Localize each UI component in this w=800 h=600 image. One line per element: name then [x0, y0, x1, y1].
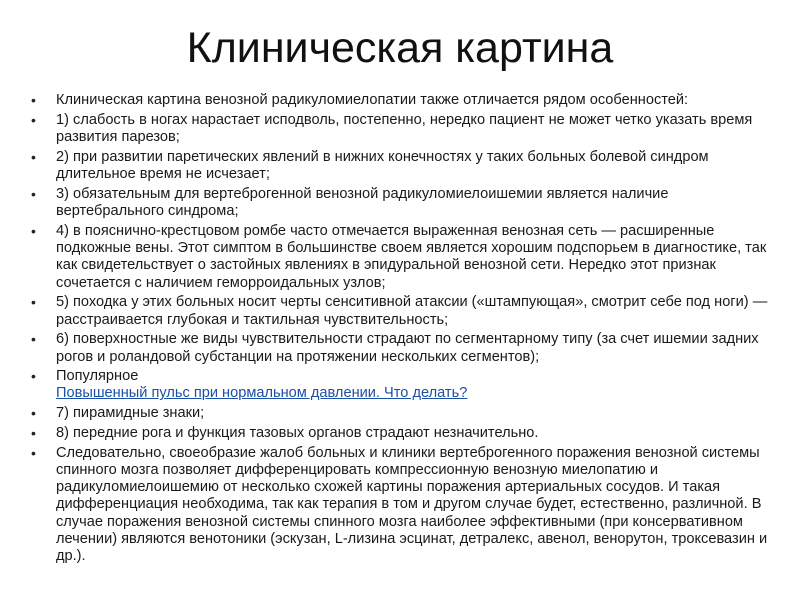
- list-item: • Следовательно, своеобразие жалоб больных и клиники вертеброгенного поражения венозной системы спинного мозга позволяет дифференцировать компрессионную венозную миелопатию и радикуломиелоишемию от несколько схожей картины поражения артериальных сосудов. И такая дифференциация необходима, так как терапия в том и другом случае будет, естественно, различной. В случае поражения венозной системы спинного мозга наиболее эффективными (при консервативном лечении) являются венотоники (эскузан, L-лизина эсцинат, детралекс, авенол, венорутон, троксевазин и др.).: [28, 445, 768, 566]
- popular-label: Популярное: [56, 368, 139, 385]
- popular-item: [28, 368, 768, 403]
- list-item: • 4) в пояснично-крестцовом ромбе часто отмечается выраженная венозная сеть — расширенные подкожные вены. Этот симптом в большинстве своем является хорошим подспорьем в диагностике, так как свидетельствует о застойных явлениях в эпидуральной венозной сети. Нередко этот признак сочетается с наличием геморроидальных узлов;: [28, 223, 768, 292]
- popular-link[interactable]: Повышенный пульс при нормальном давлении. Что делать?: [56, 385, 468, 402]
- list-item: • 6) поверхностные же виды чувствительности страдают по сегментарному типу (за счет ишемии задних рогов и роландовой субстанции на протяжении нескольких сегментов);: [28, 331, 768, 366]
- list-item: • 2) при развитии паретических явлений в нижних конечностях у таких больных болевой синдром длительное время не исчезает;: [28, 149, 768, 184]
- bullet-list: [28, 92, 768, 568]
- list-item: • 8) передние рога и функция тазовых органов страдают незначительно.: [28, 425, 768, 442]
- list-item: • 5) походка у этих больных носит черты сенситивной атаксии («штампующая», смотрит себе под ноги) — расстраивается глубокая и тактильная чувствительность;: [28, 294, 768, 329]
- list-item: • 7) пирамидные знаки;: [28, 405, 768, 422]
- list-item: • 1) слабость в ногах нарастает исподволь, постепенно, нередко пациент не может четко указать время развития парезов;: [28, 112, 768, 147]
- slide-title: Клиническая картина: [186, 24, 614, 72]
- list-item: • 3) обязательным для вертеброгенной венозной радикуломиелоишемии является наличие вертебрального синдрома;: [28, 186, 768, 221]
- list-item: • Клиническая картина венозной радикуломиелопатии также отличается рядом особенностей:: [28, 92, 768, 109]
